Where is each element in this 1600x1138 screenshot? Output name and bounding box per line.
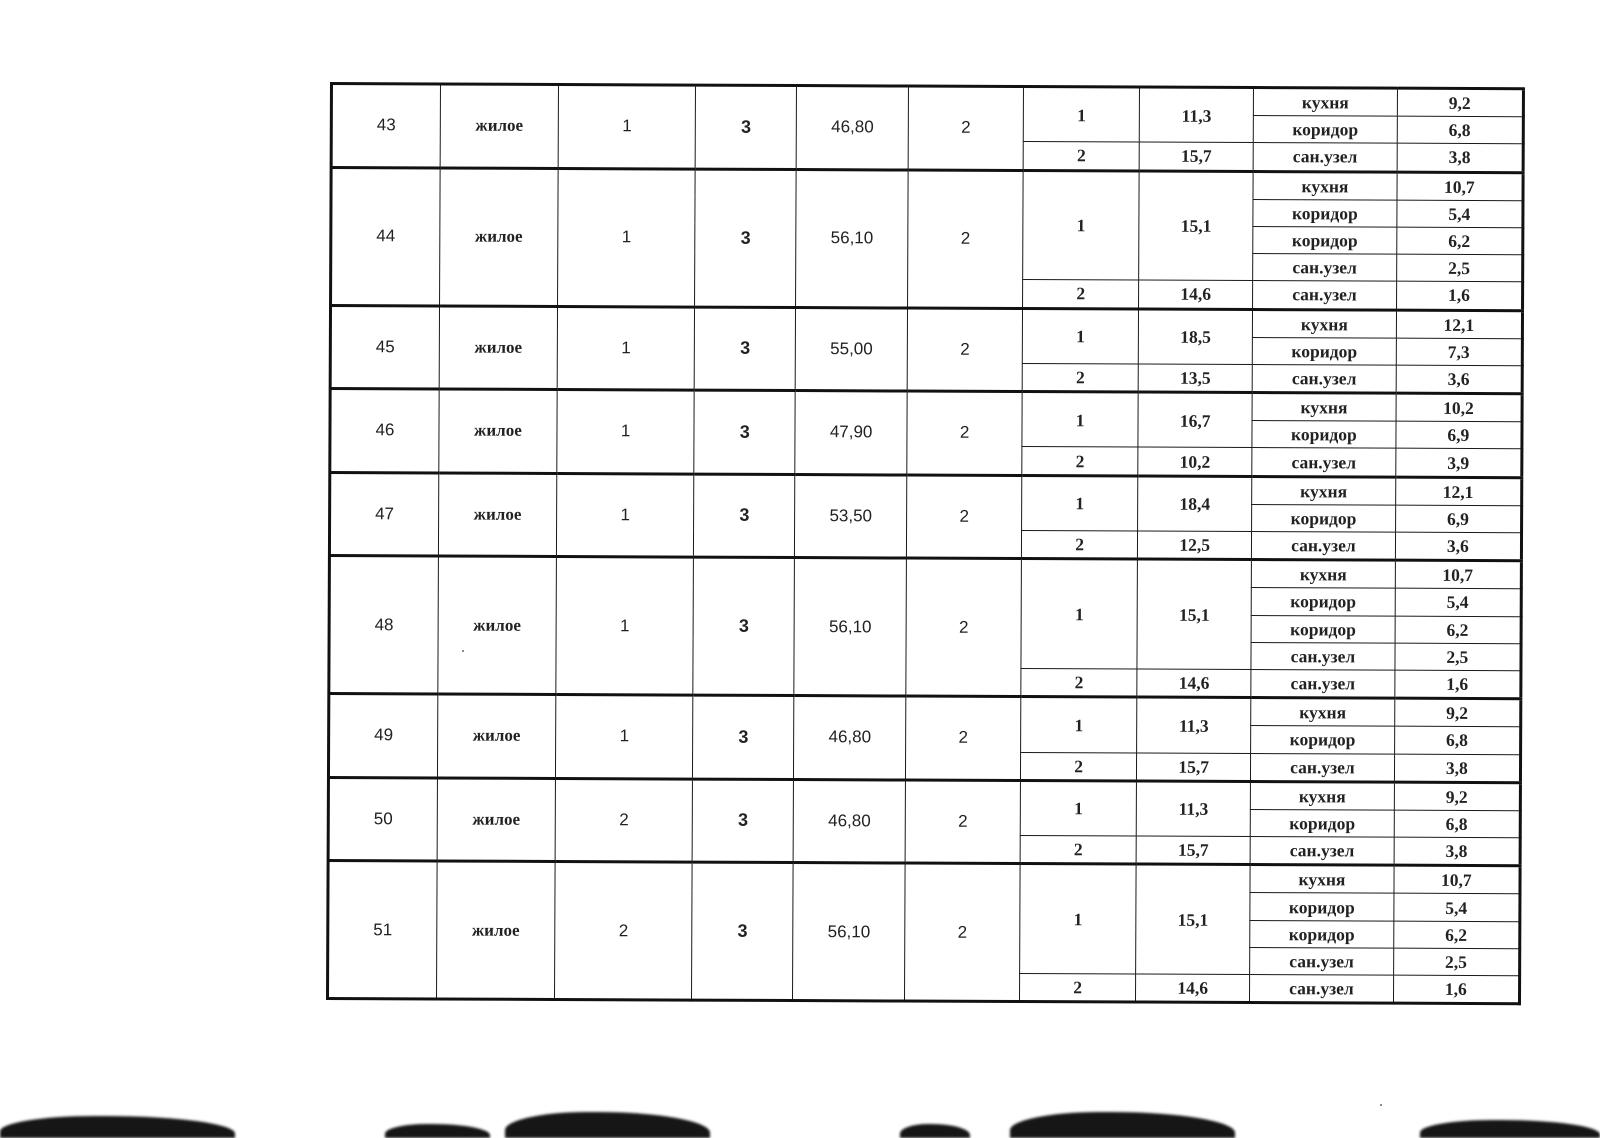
aux-room-type-cell: коридор — [1250, 920, 1394, 948]
rooms-count-cell: 3 — [695, 307, 796, 391]
floor-cell: 2 — [555, 778, 693, 862]
scan-smudge — [385, 1124, 490, 1138]
purpose-cell: жилое — [438, 473, 556, 557]
aux-room-type-cell: сан.узел — [1252, 364, 1396, 393]
table-row — [330, 305, 1522, 338]
room-number-cell: 2 — [1021, 752, 1137, 781]
aux-room-type-cell: коридор — [1253, 116, 1397, 144]
apartment-number: 47 — [329, 472, 438, 556]
room-area-cell: 12,5 — [1138, 531, 1252, 560]
aux-room-area-cell: 5,4 — [1395, 589, 1521, 617]
aux-room-area-cell: 6,9 — [1395, 505, 1521, 533]
room-area-cell: 16,7 — [1138, 392, 1252, 448]
apartment-number: 50 — [328, 777, 437, 861]
room-number-cell: 1 — [1022, 392, 1138, 448]
room-number-cell: 2 — [1022, 447, 1138, 476]
floor-cell: 1 — [558, 168, 696, 307]
aux-room-area-cell: 1,6 — [1396, 281, 1522, 310]
room-number-cell: 1 — [1023, 87, 1139, 143]
living-rooms-cell: 2 — [907, 391, 1022, 475]
aux-room-type-cell: коридор — [1250, 893, 1394, 921]
purpose-cell: жилое — [437, 778, 555, 862]
total-area-cell: 47,90 — [795, 391, 907, 475]
aux-room-type-cell: коридор — [1253, 199, 1397, 227]
aux-room-type-cell: сан.узел — [1253, 143, 1397, 172]
table-row — [331, 84, 1523, 117]
apartment-number: 48 — [329, 556, 439, 694]
aux-room-area-cell: 2,5 — [1396, 254, 1522, 282]
aux-room-area-cell: 3,9 — [1395, 449, 1521, 478]
aux-room-area-cell: 9,2 — [1394, 782, 1520, 811]
total-area-cell: 53,50 — [795, 474, 907, 558]
room-area-cell: 14,6 — [1139, 280, 1253, 309]
aux-room-type-cell: коридор — [1252, 504, 1396, 532]
aux-room-type-cell: сан.узел — [1252, 532, 1396, 561]
table-row — [328, 777, 1520, 810]
room-area-cell: 14,6 — [1136, 974, 1250, 1003]
floor-cell: 1 — [555, 695, 693, 779]
scan-smudge — [900, 1124, 970, 1138]
aux-room-type-cell: кухня — [1250, 865, 1394, 894]
rooms-count-cell: 3 — [696, 85, 797, 169]
floor-cell: 1 — [556, 473, 694, 557]
apartment-number: 43 — [331, 84, 440, 168]
room-number-cell: 1 — [1020, 864, 1137, 974]
aux-room-type-cell: кухня — [1251, 560, 1395, 589]
table-row — [329, 694, 1521, 727]
room-area-cell: 15,1 — [1139, 171, 1253, 281]
scan-smudge — [0, 1116, 235, 1138]
total-area-cell: 56,10 — [793, 863, 906, 1001]
total-area-cell: 56,10 — [794, 558, 907, 696]
room-area-cell: 15,1 — [1137, 559, 1251, 669]
room-area-cell: 15,7 — [1137, 753, 1251, 782]
floor-cell: 1 — [557, 390, 695, 474]
living-rooms-cell: 2 — [907, 475, 1022, 559]
scan-dust — [1380, 1104, 1382, 1106]
room-number-cell: 1 — [1021, 697, 1137, 753]
purpose-cell: жилое — [440, 84, 558, 168]
aux-room-area-cell: 9,2 — [1394, 698, 1520, 727]
aux-room-area-cell: 6,2 — [1396, 227, 1522, 255]
aux-room-area-cell: 2,5 — [1395, 643, 1521, 671]
room-number-cell: 1 — [1022, 308, 1138, 364]
room-area-cell: 11,3 — [1137, 697, 1251, 753]
room-area-cell: 15,7 — [1136, 836, 1250, 865]
aux-room-type-cell: сан.узел — [1253, 254, 1397, 282]
room-number-cell: 1 — [1023, 170, 1140, 280]
aux-room-type-cell: сан.узел — [1253, 281, 1397, 310]
purpose-cell: жилое — [438, 556, 557, 694]
room-number-cell: 2 — [1020, 836, 1136, 865]
aux-room-area-cell: 6,2 — [1393, 921, 1519, 949]
aux-room-area-cell: 5,4 — [1394, 894, 1520, 922]
apartment-number: 44 — [331, 167, 441, 305]
rooms-count-cell: 3 — [693, 557, 794, 695]
aux-room-area-cell: 6,8 — [1397, 116, 1523, 144]
aux-room-area-cell: 3,6 — [1396, 365, 1522, 394]
aux-room-type-cell: коридор — [1251, 615, 1395, 643]
apartments-table — [326, 82, 1525, 1005]
aux-room-area-cell: 6,9 — [1396, 421, 1522, 449]
living-rooms-cell: 2 — [906, 696, 1021, 780]
room-number-cell: 2 — [1021, 668, 1137, 697]
table-row — [331, 167, 1523, 200]
aux-room-type-cell: коридор — [1251, 726, 1395, 754]
room-area-cell: 10,2 — [1138, 447, 1252, 476]
aux-room-type-cell: кухня — [1252, 476, 1396, 505]
aux-room-type-cell: кухня — [1254, 88, 1398, 117]
aux-room-type-cell: кухня — [1253, 309, 1397, 338]
table-row — [330, 472, 1522, 505]
aux-room-area-cell: 2,5 — [1393, 948, 1519, 976]
aux-room-type-cell: кухня — [1251, 781, 1395, 810]
apartment-number: 46 — [330, 389, 439, 473]
room-area-cell: 18,5 — [1138, 309, 1252, 365]
aux-room-type-cell: кухня — [1253, 171, 1397, 200]
room-area-cell: 14,6 — [1137, 669, 1251, 698]
purpose-cell: жилое — [439, 389, 557, 473]
floor-cell: 2 — [554, 862, 692, 1001]
living-rooms-cell: 2 — [906, 558, 1022, 696]
aux-room-area-cell: 12,1 — [1395, 477, 1521, 506]
apartment-number: 49 — [328, 694, 437, 778]
aux-room-area-cell: 6,8 — [1394, 726, 1520, 754]
scan-dust — [462, 650, 464, 652]
room-number-cell: 2 — [1023, 142, 1139, 171]
purpose-cell: жилое — [439, 305, 557, 389]
aux-room-area-cell: 6,8 — [1394, 810, 1520, 838]
aux-room-area-cell: 3,8 — [1394, 754, 1520, 783]
aux-room-area-cell: 3,8 — [1394, 837, 1520, 866]
rooms-count-cell: 3 — [692, 862, 793, 1000]
aux-room-type-cell: сан.узел — [1251, 753, 1395, 782]
purpose-cell: жилое — [437, 694, 555, 778]
table-row — [329, 556, 1521, 589]
living-rooms-cell: 2 — [908, 170, 1024, 308]
room-number-cell: 2 — [1022, 531, 1138, 560]
table-row — [330, 389, 1522, 422]
aux-room-type-cell: кухня — [1252, 393, 1396, 422]
room-area-cell: 15,1 — [1136, 864, 1250, 974]
rooms-count-cell: 3 — [694, 474, 795, 558]
aux-room-area-cell: 6,2 — [1395, 616, 1521, 644]
aux-room-type-cell: сан.узел — [1250, 975, 1394, 1004]
aux-room-type-cell: коридор — [1253, 226, 1397, 254]
aux-room-type-cell: коридор — [1252, 421, 1396, 449]
aux-room-type-cell: коридор — [1250, 809, 1394, 837]
aux-room-type-cell: кухня — [1251, 698, 1395, 727]
living-rooms-cell: 2 — [907, 308, 1022, 392]
room-area-cell: 11,3 — [1136, 781, 1250, 837]
room-area-cell: 13,5 — [1138, 364, 1252, 393]
aux-room-area-cell: 3,6 — [1395, 532, 1521, 561]
aux-room-area-cell: 1,6 — [1395, 670, 1521, 699]
aux-room-area-cell: 1,6 — [1393, 975, 1519, 1004]
living-rooms-cell: 2 — [905, 863, 1021, 1001]
room-number-cell: 2 — [1020, 974, 1136, 1003]
scan-smudge — [1010, 1112, 1235, 1138]
aux-room-area-cell: 10,2 — [1396, 393, 1522, 422]
aux-room-area-cell: 3,8 — [1397, 144, 1523, 173]
aux-room-type-cell: сан.узел — [1251, 642, 1395, 670]
rooms-count-cell: 3 — [695, 169, 796, 307]
aux-room-area-cell: 12,1 — [1396, 310, 1522, 339]
total-area-cell: 46,80 — [794, 696, 906, 780]
aux-room-area-cell: 10,7 — [1394, 865, 1520, 894]
aux-room-type-cell: сан.узел — [1251, 669, 1395, 698]
rooms-count-cell: 3 — [694, 390, 795, 474]
room-number-cell: 1 — [1020, 780, 1136, 836]
rooms-count-cell: 3 — [693, 695, 794, 779]
apartment-number: 45 — [330, 305, 439, 389]
total-area-cell: 46,80 — [796, 86, 908, 170]
room-area-cell: 11,3 — [1139, 87, 1253, 143]
aux-room-type-cell: коридор — [1252, 337, 1396, 365]
apartment-number: 51 — [328, 861, 438, 999]
floor-cell: 1 — [558, 84, 696, 168]
purpose-cell: жилое — [436, 861, 555, 999]
aux-room-area-cell: 7,3 — [1396, 338, 1522, 366]
total-area-cell: 46,80 — [793, 779, 905, 863]
living-rooms-cell: 2 — [905, 780, 1020, 864]
room-area-cell: 18,4 — [1138, 476, 1252, 532]
room-number-cell: 2 — [1023, 280, 1139, 309]
floor-cell: 1 — [557, 306, 695, 390]
aux-room-area-cell: 10,7 — [1397, 172, 1523, 201]
aux-room-type-cell: сан.узел — [1252, 448, 1396, 477]
table-row — [328, 861, 1520, 894]
floor-cell: 1 — [556, 557, 694, 696]
aux-room-area-cell: 10,7 — [1395, 560, 1521, 589]
aux-room-area-cell: 5,4 — [1397, 200, 1523, 228]
room-area-cell: 15,7 — [1139, 142, 1253, 171]
aux-room-type-cell: сан.узел — [1250, 947, 1394, 975]
living-rooms-cell: 2 — [908, 86, 1023, 170]
aux-room-type-cell: сан.узел — [1250, 837, 1394, 866]
room-number-cell: 1 — [1022, 475, 1138, 531]
aux-room-type-cell: коридор — [1251, 588, 1395, 616]
purpose-cell: жилое — [439, 168, 558, 306]
scan-smudge — [1420, 1120, 1600, 1138]
rooms-count-cell: 3 — [692, 779, 793, 863]
room-number-cell: 1 — [1021, 559, 1138, 669]
aux-room-area-cell: 9,2 — [1397, 88, 1523, 117]
total-area-cell: 55,00 — [795, 307, 907, 391]
scan-smudge — [505, 1112, 710, 1138]
total-area-cell: 56,10 — [796, 169, 909, 307]
room-number-cell: 2 — [1022, 363, 1138, 392]
